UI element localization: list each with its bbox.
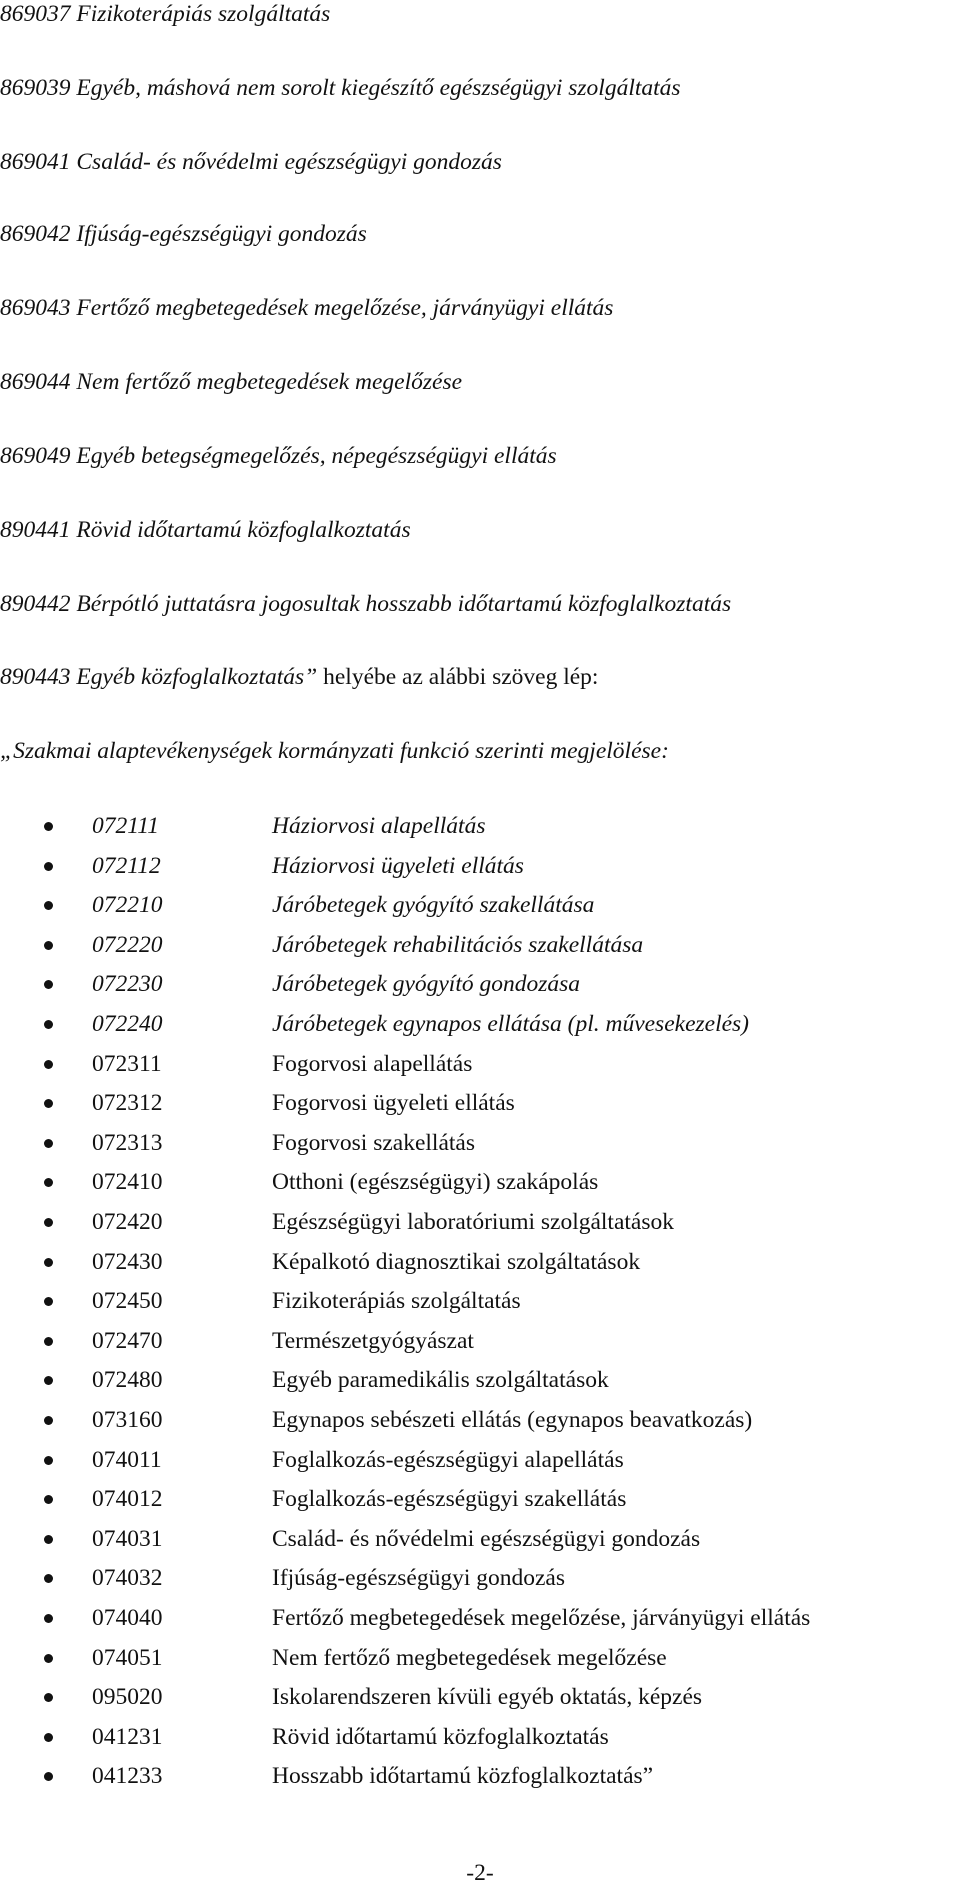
function-code: 074040 [92, 1605, 163, 1631]
function-name: Család- és nővédelmi egészségügyi gondozás [272, 1525, 701, 1552]
bullet-icon [44, 901, 53, 910]
function-name: Járóbetegek rehabilitációs szakellátása [272, 931, 644, 958]
bullet-icon [44, 1099, 53, 1108]
function-code: 072313 [92, 1129, 163, 1156]
bullet-icon [44, 1614, 53, 1623]
list-line: 869041 Család- és nővédelmi egészségügyi gondozás [0, 149, 502, 175]
function-name: Rövid időtartamú közfoglalkoztatás [272, 1723, 609, 1750]
function-name: Ifjúság-egészségügyi gondozás [272, 1565, 566, 1592]
page-number: -2- [466, 1860, 494, 1886]
bullet-icon [44, 822, 53, 831]
function-code: 073160 [92, 1407, 163, 1433]
list-item [0, 970, 960, 998]
list-item [0, 1644, 960, 1672]
list-item [0, 852, 960, 880]
list-line: 869049 Egyéb betegségmegelőzés, népegészségügyi ellátás [0, 443, 557, 469]
list-item [0, 1010, 960, 1038]
function-name: Nem fertőző megbetegedések megelőzése [272, 1644, 667, 1671]
function-name: Természetgyógyászat [272, 1327, 474, 1354]
function-name: Foglalkozás-egészségügyi alapellátás [272, 1446, 624, 1473]
function-code: 072240 [92, 1011, 163, 1037]
list-item [0, 1168, 960, 1196]
function-code: 041233 [92, 1763, 163, 1790]
list-item [0, 1050, 960, 1078]
list-item [0, 1723, 960, 1751]
function-code: 074051 [92, 1644, 163, 1671]
bullet-icon [44, 1020, 53, 1029]
list-item [0, 1446, 960, 1474]
list-item [0, 931, 960, 959]
function-code: 072430 [92, 1248, 163, 1275]
bullet-icon [44, 1733, 53, 1742]
bullet-icon [44, 1337, 53, 1346]
function-name: Fertőző megbetegedések megelőzése, járványügyi ellátás [272, 1605, 811, 1631]
list-line: 890441 Rövid időtartamú közfoglalkoztatás [0, 517, 411, 543]
function-code: 072470 [92, 1327, 163, 1354]
function-name: Fizikoterápiás szolgáltatás [272, 1288, 521, 1315]
bullet-icon [44, 1060, 53, 1069]
list-item [0, 1604, 960, 1632]
bullet-icon [44, 1218, 53, 1227]
bullet-icon [44, 1654, 53, 1663]
bullet-icon [44, 1297, 53, 1306]
bullet-icon [44, 1178, 53, 1187]
list-line: 869039 Egyéb, máshová nem sorolt kiegészítő egészségügyi szolgáltatás [0, 75, 681, 101]
list-item [0, 1287, 960, 1315]
function-name: Hosszabb időtartamú közfoglalkoztatás” [272, 1763, 654, 1790]
function-name: Háziorvosi ügyeleti ellátás [272, 852, 524, 879]
bullet-icon [44, 980, 53, 989]
function-code: 074011 [92, 1446, 162, 1473]
list-line: 869043 Fertőző megbetegedések megelőzése, járványügyi ellátás [0, 295, 614, 321]
function-name: Otthoni (egészségügyi) szakápolás [272, 1169, 599, 1196]
bullet-icon [44, 1535, 53, 1544]
list-item [0, 891, 960, 919]
function-name: Egyéb paramedikális szolgáltatások [272, 1367, 609, 1394]
list-line: 869037 Fizikoterápiás szolgáltatás [0, 1, 331, 27]
list-line: 890442 Bérpótló juttatásra jogosultak hosszabb időtartamú közfoglalkoztatás [0, 591, 732, 617]
function-code: 072311 [92, 1050, 162, 1077]
list-item [0, 1564, 960, 1592]
list-item [0, 1089, 960, 1117]
function-code: 072410 [92, 1169, 163, 1196]
section-heading: „Szakmai alaptevékenységek kormányzati funkció szerinti megjelölése: [0, 738, 669, 764]
bullet-icon [44, 1258, 53, 1267]
function-code: 072450 [92, 1288, 163, 1315]
amendment-instruction: helyébe az alábbi szöveg lép: [317, 664, 599, 690]
function-name: Fogorvosi ügyeleti ellátás [272, 1090, 515, 1117]
list-item [0, 1485, 960, 1513]
function-code: 072112 [92, 852, 161, 879]
function-name: Járóbetegek egynapos ellátása (pl. művesekezelés) [272, 1011, 749, 1037]
function-name: Iskolarendszeren kívüli egyéb oktatás, képzés [272, 1684, 703, 1711]
bullet-icon [44, 1574, 53, 1583]
function-code: 072420 [92, 1209, 163, 1235]
function-code: 072312 [92, 1090, 163, 1117]
list-item [0, 1762, 960, 1790]
function-name: Fogorvosi alapellátás [272, 1050, 473, 1077]
list-item [0, 1327, 960, 1355]
function-name: Fogorvosi szakellátás [272, 1129, 475, 1156]
bullet-icon [44, 1456, 53, 1465]
function-code: 095020 [92, 1684, 163, 1711]
function-code: 041231 [92, 1723, 163, 1750]
bullet-icon [44, 941, 53, 950]
function-name: Képalkotó diagnosztikai szolgáltatások [272, 1248, 641, 1275]
list-item [0, 1366, 960, 1394]
list-line: 869044 Nem fertőző megbetegedések megelőzése [0, 369, 463, 395]
function-code: 072230 [92, 971, 163, 998]
bullet-icon [44, 1693, 53, 1702]
function-name: Egynapos sebészeti ellátás (egynapos beavatkozás) [272, 1407, 753, 1433]
list-item [0, 1248, 960, 1276]
function-code: 072111 [92, 813, 160, 839]
function-code: 072220 [92, 931, 163, 958]
function-name: Háziorvosi alapellátás [272, 813, 486, 839]
list-item [0, 1129, 960, 1157]
list-item [0, 1208, 960, 1236]
bullet-icon [44, 1139, 53, 1148]
function-code: 074012 [92, 1486, 163, 1513]
bullet-icon [44, 1772, 53, 1781]
bullet-icon [44, 1376, 53, 1385]
function-code: 072480 [92, 1367, 163, 1394]
list-item [0, 1683, 960, 1711]
function-name: Egészségügyi laboratóriumi szolgáltatások [272, 1209, 675, 1235]
function-code: 074032 [92, 1565, 163, 1592]
bullet-icon [44, 862, 53, 871]
function-name: Járóbetegek gyógyító gondozása [272, 971, 581, 998]
list-item [0, 1406, 960, 1434]
function-name: Foglalkozás-egészségügyi szakellátás [272, 1486, 627, 1513]
list-item [0, 812, 960, 840]
list-item [0, 1525, 960, 1553]
bullet-icon [44, 1416, 53, 1425]
bullet-icon [44, 1495, 53, 1504]
amendment-quoted: 890443 Egyéb közfoglalkoztatás” [0, 664, 318, 690]
function-name: Járóbetegek gyógyító szakellátása [272, 892, 595, 919]
function-code: 074031 [92, 1525, 163, 1552]
function-code: 072210 [92, 892, 163, 919]
amendment-line [0, 663, 598, 691]
list-line: 869042 Ifjúság-egészségügyi gondozás [0, 221, 367, 247]
